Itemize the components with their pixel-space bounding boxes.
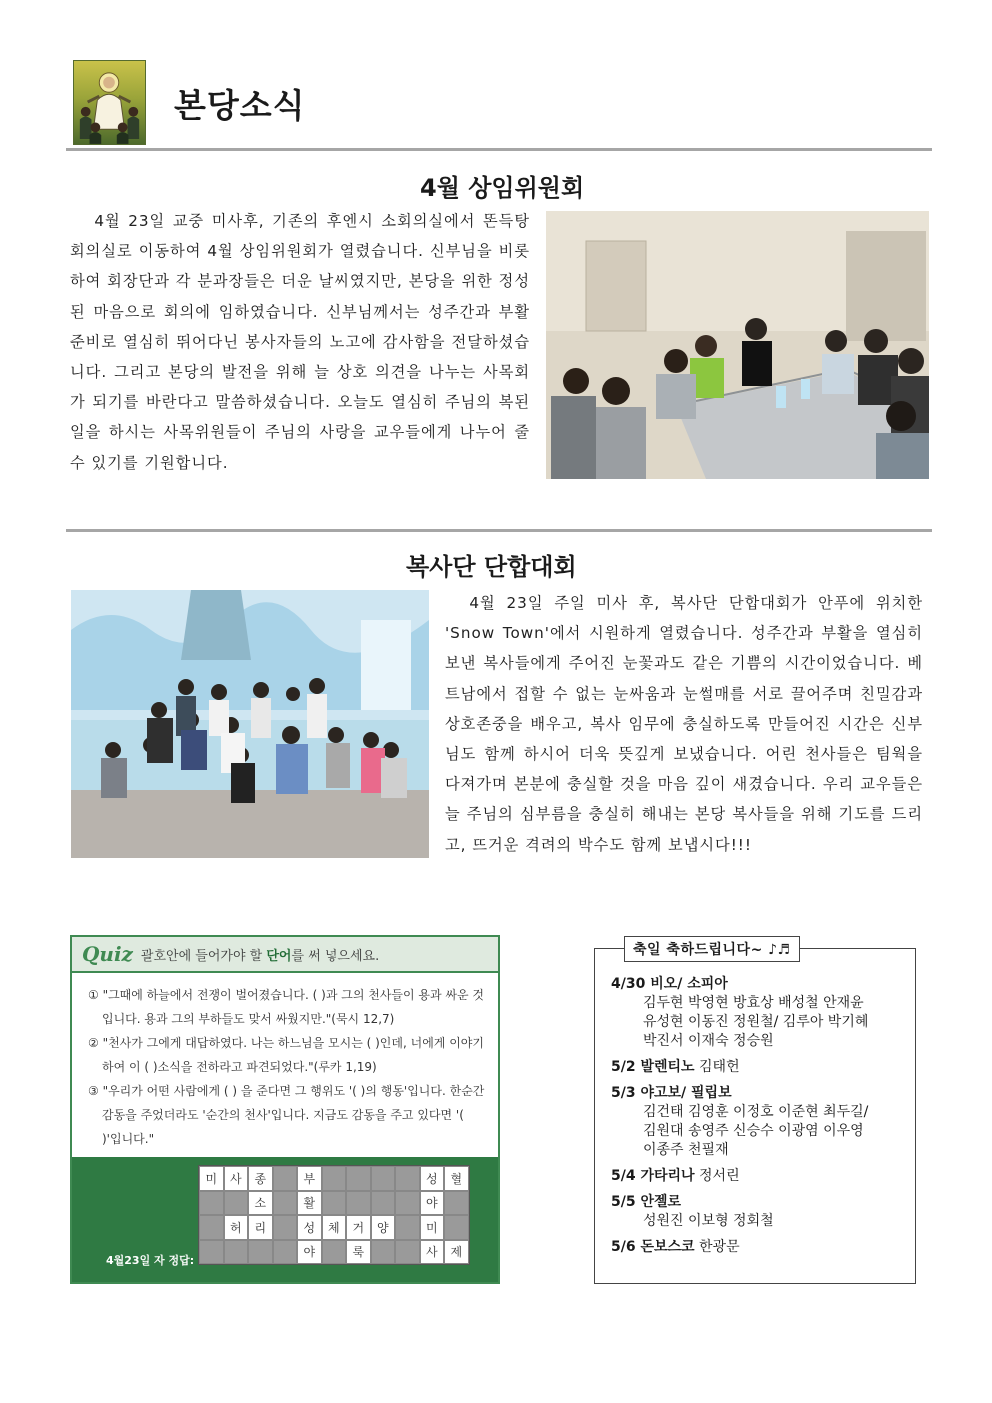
quiz-header — [72, 937, 498, 973]
grid-cell: 야 — [297, 1240, 322, 1265]
grid-cell: 리 — [248, 1215, 273, 1240]
grid-cell — [371, 1191, 396, 1216]
feast-inline-names: 한광문 — [694, 1239, 740, 1255]
quiz-questions — [72, 973, 498, 1151]
parish-logo — [73, 60, 146, 145]
grid-cell — [395, 1166, 420, 1191]
feast-saint: 5/6 돈보스코 — [611, 1239, 695, 1255]
grid-cell: 미 — [420, 1215, 445, 1240]
grid-cell — [395, 1191, 420, 1216]
feast-entry — [611, 1084, 905, 1160]
quiz-question-2: ② "천사가 그에게 대답하였다. 나는 하느님을 모시는 ( )인데, 너에게 이야기하여 이 ( )소식을 전하라고 파견되었다."(루카 1,19) — [88, 1036, 484, 1074]
grid-cell — [273, 1191, 298, 1216]
grid-cell: 룩 — [346, 1240, 371, 1265]
feast-entry — [611, 1058, 905, 1077]
quiz-logo: Quiz — [82, 942, 133, 966]
feast-names: 김두현 박영현 방효상 배성철 안재윤 유성현 이동진 정원철/ 김루아 박기혜 박진서 이재숙 정승원 — [643, 995, 869, 1049]
feast-inline-names: 정서린 — [694, 1168, 740, 1184]
grid-cell: 거 — [346, 1215, 371, 1240]
grid-cell: 허 — [224, 1215, 249, 1240]
page-title: 본당소식 — [174, 86, 306, 125]
divider — [66, 529, 932, 532]
grid-cell — [395, 1215, 420, 1240]
grid-cell — [444, 1191, 469, 1216]
grid-cell — [224, 1191, 249, 1216]
grid-cell — [199, 1215, 224, 1240]
quiz-box — [70, 935, 500, 1284]
feast-inline-names: 김태헌 — [694, 1059, 740, 1075]
article-body: 4월 23일 교중 미사후, 기존의 후엔시 소회의실에서 똔득탕 회의실로 이동하여 4월 상임위원회가 열렸습니다. 신부님을 비롯하여 회장단과 각 분과장들은 더운 날씨였지만, 본당을 위한 정성된 마음으로 회의에 임하였습니다. 신부님께서는 성주간과 부활 준비로 열심히 뛰어다닌 봉사자들의 노고에 감사함을 전달하셨습니다. 그리고 본당의 발전을 위해 늘 상호 의견을 나누는 사목회가 되기를 바란다고 말씀하셨습니다. 오늘도 열심히 주님의 복된 일을 하시는 사목위원들이 주님의 사랑을 교우들에게 나누어 줄 수 있기를 기원합니다. — [70, 212, 530, 472]
grid-cell: 체 — [322, 1215, 347, 1240]
article-body: 4월 23일 주일 미사 후, 복사단 단합대회가 안푸에 위치한 'Snow Town'에서 시원하게 열렸습니다. 성주간과 부활을 열심히 보낸 복사들에게 주어진 눈꽃과도 같은 기쁨의 시간이었습니다. 베트남에서 접할 수 없는 눈싸움과 눈썰매를 서로 끌어주며 친밀감과 상호존중을 배우고, 복사 임무에 충실하도록 만들어진 시간은 신부님도 함께 하시어 더욱 뜻깊게 보냈습니다. 어린 천사들은 팀웍을 다져가며 본분에 충실할 것을 마음 깊이 새겼습니다. 우리 교우들은 늘 주님의 심부름을 충실히 해내는 본당 복사들을 위해 기도를 드리고, 뜨거운 격려의 박수도 함께 보냅시다!!! — [445, 594, 923, 854]
grid-cell — [224, 1240, 249, 1265]
meeting-photo — [546, 211, 929, 479]
grid-cell: 성 — [420, 1166, 445, 1191]
grid-cell — [322, 1166, 347, 1191]
feast-list — [611, 975, 905, 1264]
grid-cell — [371, 1240, 396, 1265]
grid-cell — [248, 1240, 273, 1265]
grid-cell — [273, 1166, 298, 1191]
divider — [66, 148, 932, 151]
feast-entry — [611, 975, 905, 1051]
feast-entry — [611, 1238, 905, 1257]
grid-cell — [199, 1191, 224, 1216]
feast-saint: 5/4 가타리나 — [611, 1168, 695, 1184]
grid-cell: 혈 — [444, 1166, 469, 1191]
grid-cell: 야 — [420, 1191, 445, 1216]
feast-saint: 4/30 비오/ 소피아 — [611, 976, 728, 992]
answer-grid — [198, 1165, 470, 1265]
grid-cell — [346, 1166, 371, 1191]
grid-cell — [371, 1166, 396, 1191]
grid-cell: 소 — [248, 1191, 273, 1216]
grid-cell — [322, 1240, 347, 1265]
christ-with-people-icon — [74, 61, 145, 144]
feast-names: 김건태 김영훈 이정호 이준현 최두길/ 김원대 송영주 신승수 이광염 이우영 이종주 천필재 — [643, 1104, 869, 1158]
grid-cell — [273, 1215, 298, 1240]
group-photo — [71, 590, 429, 858]
grid-cell: 성 — [297, 1215, 322, 1240]
feast-saint: 5/3 야고보/ 필립보 — [611, 1085, 732, 1101]
grid-cell — [273, 1240, 298, 1265]
grid-cell — [395, 1240, 420, 1265]
quiz-question-1: ① "그때에 하늘에서 전쟁이 벌어졌습니다. ( )과 그의 천사들이 용과 싸운 것입니다. 용과 그의 부하들도 맞서 싸웠지만."(묵시 12,7) — [88, 988, 484, 1026]
grid-cell: 종 — [248, 1166, 273, 1191]
section-title: 복사단 단합대회 — [406, 553, 577, 581]
feast-title: 축일 축하드립니다~ ♪♬ — [624, 936, 800, 962]
grid-cell — [444, 1215, 469, 1240]
answer-label: 4월23일 자 정답: — [106, 1254, 195, 1267]
grid-cell: 사 — [224, 1166, 249, 1191]
section-title: 4월 상임위원회 — [420, 174, 585, 202]
grid-cell — [346, 1191, 371, 1216]
grid-cell: 제 — [444, 1240, 469, 1265]
quiz-instruction: 괄호안에 들어가야 할 단어를 써 넣으세요. — [140, 948, 380, 964]
grid-cell: 부 — [297, 1166, 322, 1191]
grid-cell: 활 — [297, 1191, 322, 1216]
feast-entry — [611, 1193, 905, 1231]
grid-cell — [199, 1240, 224, 1265]
quiz-answer-panel — [72, 1157, 498, 1282]
feast-entry — [611, 1167, 905, 1186]
feast-saint: 5/2 발렌티노 — [611, 1059, 695, 1075]
feast-names: 성원진 이보형 정회철 — [643, 1213, 774, 1229]
quiz-question-3: ③ "우리가 어떤 사람에게 ( ) 을 준다면 그 행위도 '( )의 행동'입니다. 한순간 감동을 주었더라도 '순간의 천사'입니다. 지금도 감동을 주고 있다면 '( )'입니다." — [88, 1084, 485, 1146]
grid-cell: 사 — [420, 1240, 445, 1265]
grid-cell: 양 — [371, 1215, 396, 1240]
feast-day-box — [594, 942, 916, 1284]
grid-cell: 미 — [199, 1166, 224, 1191]
feast-saint: 5/5 안젤로 — [611, 1194, 682, 1210]
grid-cell — [322, 1191, 347, 1216]
